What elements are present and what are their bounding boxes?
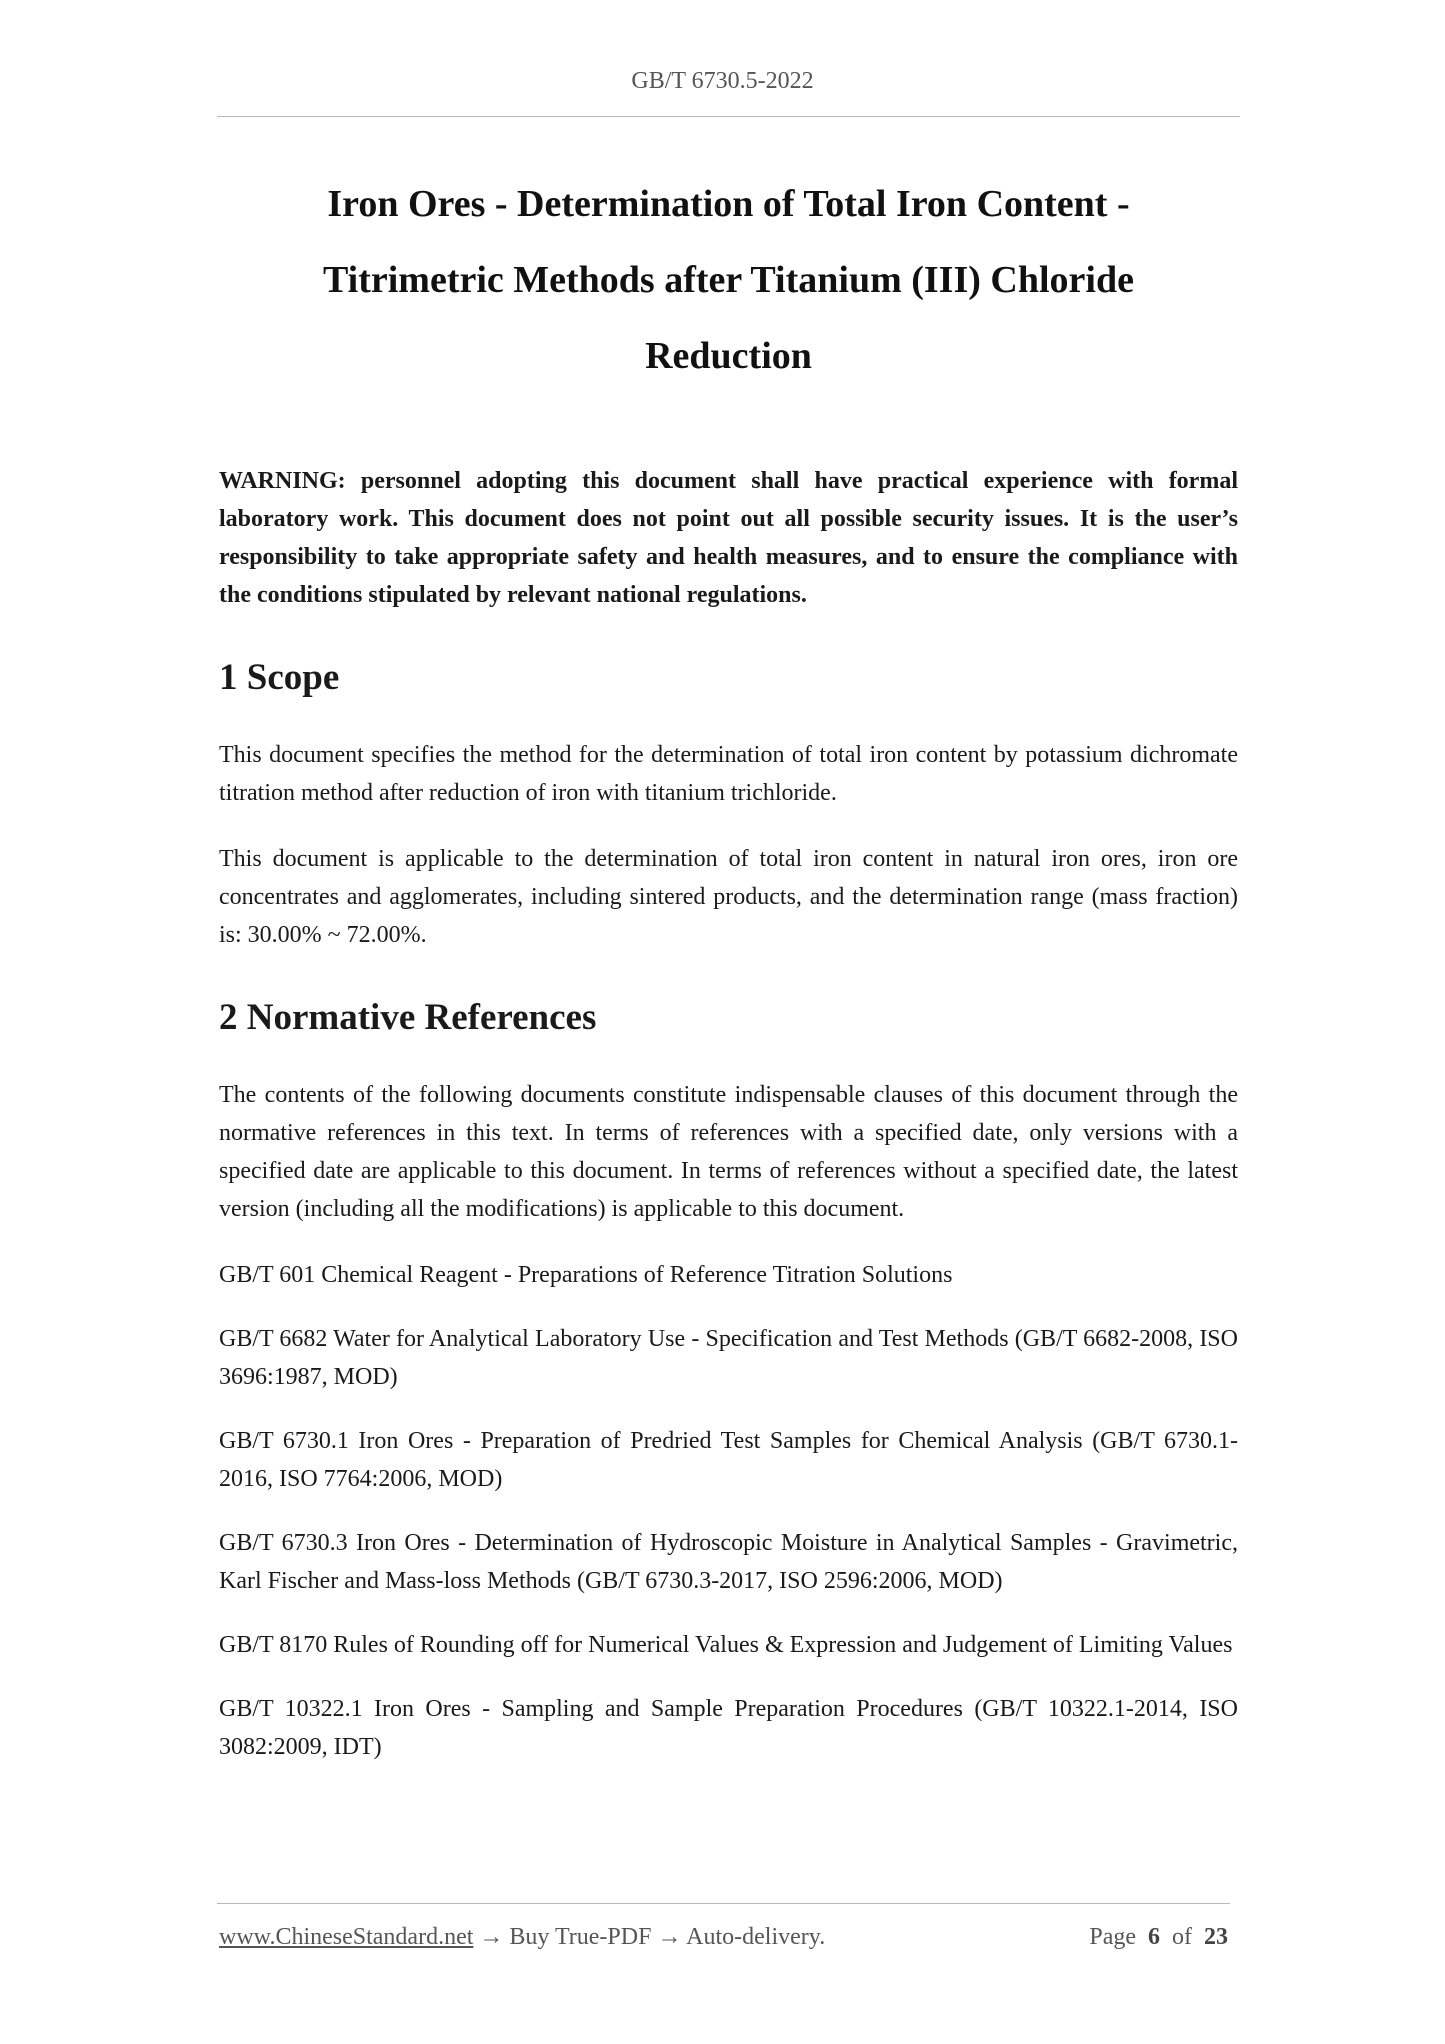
header-standard-code: GB/T 6730.5-2022 bbox=[631, 68, 814, 94]
footer-divider bbox=[217, 1903, 1230, 1904]
arrow-right-icon: → bbox=[479, 1924, 504, 1950]
arrow-right-icon: → bbox=[657, 1924, 682, 1950]
document-title bbox=[217, 166, 1240, 394]
scope-paragraph-1: This document specifies the method for the determination of total iron content by potassium dichromate titration method after reduction of iron with titanium trichloride. bbox=[219, 742, 1238, 806]
site-link[interactable]: www.ChineseStandard.net bbox=[219, 1924, 474, 1950]
document-body bbox=[219, 462, 1238, 1792]
warning-paragraph: WARNING: personnel adopting this document shall have practical experience with formal laboratory work. This document does not point out all possible security issues. It is the user’s responsibility to take appropriate safety and health measures, and to ensure the compliance with the conditions stipulated by relevant national regulations. bbox=[219, 468, 1238, 608]
document-title-line-1: Iron Ores - Determination of Total Iron Content - bbox=[327, 183, 1130, 225]
footer-promo bbox=[219, 1924, 825, 1951]
reference-item: GB/T 6730.3 Iron Ores - Determination of Hydroscopic Moisture in Analytical Samples - Gravimetric, Karl Fischer and Mass-loss Methods (GB/T 6730.3-2017, ISO 2596:2006, MOD) bbox=[219, 1530, 1238, 1594]
document-title-line-2: Titrimetric Methods after Titanium (III) Chloride bbox=[323, 259, 1134, 301]
normative-references-intro: The contents of the following documents constitute indispensable clauses of this document through the normative references in this text. In terms of references with a specified date, only versions with a specified date are applicable to this document. In terms of references without a specified date, the latest version (including all the modifications) is applicable to this document. bbox=[219, 1082, 1238, 1222]
of-label: of bbox=[1172, 1924, 1192, 1950]
document-title-line-3: Reduction bbox=[645, 335, 812, 377]
page-indicator bbox=[1089, 1924, 1228, 1951]
current-page-number: 6 bbox=[1148, 1924, 1160, 1950]
reference-item: GB/T 601 Chemical Reagent - Preparations of Reference Titration Solutions bbox=[219, 1262, 953, 1288]
total-pages: 23 bbox=[1204, 1924, 1228, 1950]
footer-buy-text: Buy True-PDF bbox=[509, 1924, 652, 1950]
section-title-scope: 1 Scope bbox=[219, 657, 340, 698]
reference-item: GB/T 10322.1 Iron Ores - Sampling and Sample Preparation Procedures (GB/T 10322.1-2014, ISO 3082:2009, IDT) bbox=[219, 1696, 1238, 1760]
footer-delivery-text: Auto-delivery. bbox=[686, 1924, 826, 1950]
scope-paragraph-2: This document is applicable to the determination of total iron content in natural iron ores, iron ore concentrates and agglomerates, including sintered products, and the determination range (mass fraction) is: 30.00% ~ 72.00%. bbox=[219, 846, 1238, 948]
header-divider bbox=[217, 116, 1240, 117]
reference-item: GB/T 6682 Water for Analytical Laboratory Use - Specification and Test Methods (GB/T 6682-2008, ISO 3696:1987, MOD) bbox=[219, 1326, 1238, 1390]
section-title-normative-references: 2 Normative References bbox=[219, 997, 597, 1038]
page-label: Page bbox=[1089, 1924, 1136, 1950]
reference-item: GB/T 8170 Rules of Rounding off for Numerical Values & Expression and Judgement of Limiting Values bbox=[219, 1632, 1233, 1658]
reference-item: GB/T 6730.1 Iron Ores - Preparation of Predried Test Samples for Chemical Analysis (GB/T 6730.1-2016, ISO 7764:2006, MOD) bbox=[219, 1428, 1238, 1492]
